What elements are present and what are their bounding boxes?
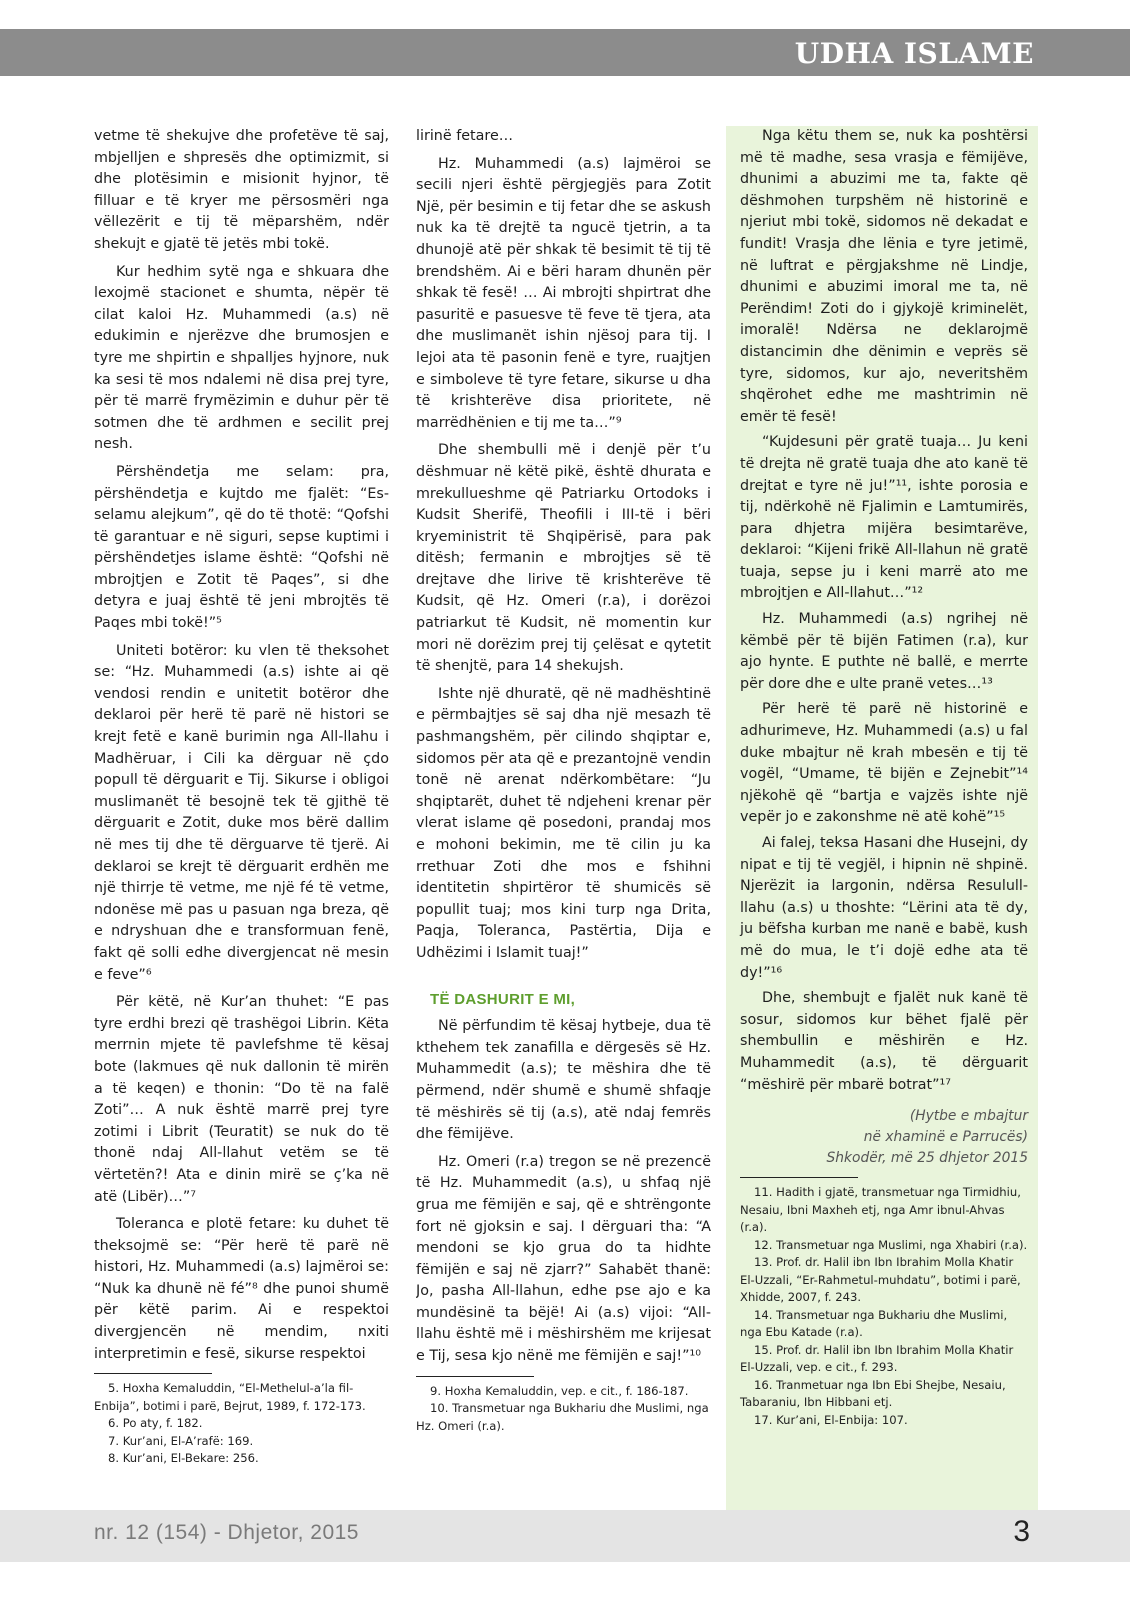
footnote: 7. Kur’ani, El-A’rafë: 169. [108, 1433, 254, 1448]
footnote-divider [740, 1177, 858, 1178]
paragraph: Hz. Omeri (r.a) tregon se në prezencë të Hz. Muhammedit (a.s), u shfaq një grua me fëmijën e saj, që e shtrëngonte fort në gjoksin e saj. I dërguari tha: “A mendoni se kjo grua do ta hidhte fëmijën e saj në zjarr?” Sahabët thanë: Jo, pasha All-llahun, edhe pse ajo e ka mundësinë ta bëjë! Ai (a.s) vijoi: “All-llahu është më i mëshirshëm me krijesat e Tij, sesa kjo nënë me fëmijën e saj!”¹⁰ [416, 1153, 711, 1365]
footnote: 11. Hadith i gjatë, transmetuar nga Tirmidhiu, Nesaiu, Ibni Maxheh etj, nga Amr ibnul-Ahvas (r.a). [740, 1185, 1021, 1235]
footnote-divider [416, 1376, 534, 1377]
column-3 [726, 126, 1038, 1514]
footnote: 9. Hoxha Kemaluddin, vep. e cit., f. 186-187. [430, 1383, 689, 1398]
section-heading: TË DASHURIT E MI, [430, 990, 576, 1008]
paragraph: Dhe, shembujt e fjalët nuk kanë të sosur, sidomos kur bëhet fjalë për shembullin e mëshirën e Hz. Muhammedit (a.s), të dërguarit “mëshirë për mbarë botrat”¹⁷ [740, 990, 1028, 1093]
footnote: 8. Kur’ani, El-Bekare: 256. [108, 1451, 259, 1466]
page-number: 3 [1013, 1515, 1030, 1548]
magazine-title: UDHA ISLAME [794, 37, 1034, 70]
paragraph: Në përfundim të kësaj hytbeje, dua të kthehem tek zanafilla e dërgesës së Hz. Muhammedit (a.s); te mëshira dhe të përmend, ndër shumë e shumë shfaqje të mëshirës së tij (a.s), atë ndaj femrës dhe fëmijëve. [416, 1018, 711, 1143]
footnotes [94, 1380, 389, 1468]
column-2 [416, 126, 711, 1514]
paragraph: Kur hedhim sytë nga e shkuara dhe lexojmë stacionet e shumta, nëpër të cilat kaloi Hz. Muhammedi (a.s) në edukimin e njerëzve dhe brumosjen e tyre me shpirtin e shpalljes hyjnore, nuk ka sesi të mos ndalemi në disa prej tyre, për të marrë frymëzimin e duhur për të sotmen dhe të ardhmen e secilit prej nesh. [94, 263, 389, 453]
footnote: 10. Transmetuar nga Bukhariu dhe Muslimi, nga Hz. Omeri (r.a). [416, 1401, 709, 1433]
footnote: 13. Prof. dr. Halil ibn Ibn Ibrahim Molla Khatir El-Uzzali, “Er-Rahmetul-muhdatu”, botimi i parë, Xhidde, 2007, f. 243. [740, 1255, 1021, 1305]
paragraph: Për këtë, në Kur’an thuhet: “E pas tyre erdhi brezi që trashëgoi Librin. Këta merrnin mjete të pavlefshme të kësaj bote (lakmues që nuk dallonin të mirën a të keqen) e thonin: “Do të na falë Zoti”… A nuk është marrë prej tyre zotimi i Librit (Teuratit) se nuk do të thonë ndaj All-llahut vetëm se të vërtetën?! Ata e dinin mirë se ç’ka në atë (Libër)…”⁷ [94, 994, 389, 1205]
footnotes [740, 1184, 1028, 1429]
footnote: 12. Transmetuar nga Muslimi, nga Xhabiri (r.a). [754, 1237, 1028, 1252]
paragraph: Hz. Muhammedi (a.s) ngrihej në këmbë për të bijën Fatimen (r.a), kur ajo hynte. E puthte në ballë, e merrte për dore dhe e ulte pranë vetes…¹³ [740, 611, 1028, 692]
paragraph: Toleranca e plotë fetare: ku duhet të theksojmë se: “Për herë të parë në histori, Hz. Muhammedi (a.s) lajmëroi se: “Nuk ka dhunë në fé”⁸ dhe punoi shumë për këtë parim. Ai e respektoi divergjencën në mendim, nxiti interpretimin e fesë, sikurse respektoi [94, 1216, 389, 1362]
footnote: 15. Prof. dr. Halil ibn Ibn Ibrahim Molla Khatir El-Uzzali, vep. e cit., f. 293. [740, 1342, 1014, 1375]
paragraph: Ishte një dhuratë, që në madhështinë e përmbajtjes së saj dha një mesazh të pashmangshëm, për cilindo shqiptar e, sidomos për ata që e prezantojnë vendin tonë në arenat ndërkombëtare: “Ju shqiptarët, duhet të ndjeheni krenar për vlerat islame që posedoni, prandaj mos e mohoni bekimin, me të cilin ju ka rrethuar Zoti dhe mos e fshihni identitetin shpirtëror të shumicës së popullit tuaj; mos kini turp nga Drita, Paqja, Toleranca, Pastërtia, Dija e Udhëzimi i Islamit tuaj!” [416, 685, 711, 961]
paragraph: vetme të shekujve dhe profetëve të saj, mbjelljen e shpresës dhe optimizmit, si dhe plotësimin e misionit hyjnor, të filluar e të kryer me përsosmëri nga vëllezërit e tij të mëparshëm, ndër shekujt e gjatë të jetës mbi tokë. [94, 128, 389, 252]
signature [740, 1106, 1028, 1169]
paragraph: Për herë të parë në historinë e adhurimeve, Hz. Muhammedi (a.s) u fal duke mbajtur në krah mbesën e tij të vogël, “Umame, të bijën e Zejnebit”¹⁴ njëkohë që “bartja e vajzës ishte një vepër jo e zakonshme në atë kohë”¹⁵ [740, 701, 1028, 826]
footnote: 16. Tranmetuar nga Ibn Ebi Shejbe, Nesaiu, Tabaraniu, Ibn Hibbani etj. [740, 1377, 1006, 1410]
paragraph: “Kujdesuni për gratë tuaja… Ju keni të drejta në gratë tuaja dhe ato kanë të drejtat e tyre në ju!”¹¹, ishte porosia e tij, ndërkohë në Fjalimin e Lamtumirës, para dhjetra mijëra besimtarëve, deklaroi: “Kijeni frikë All-llahun në gratë tuaja, sepse ju i keni marrë ato me mbrojtjen e All-llahut…”¹² [740, 434, 1028, 602]
footnote: 5. Hoxha Kemaluddin, “El-Methelul-a’la fil-Enbija”, botimi i parë, Bejrut, 1989, f. 172-173. [94, 1381, 366, 1413]
footnote: 17. Kur’ani, El-Enbija: 107. [754, 1412, 908, 1427]
paragraph: Ai falej, teksa Hasani dhe Husejni, dy nipat e tij të vegjël, i hipnin në shpinë. Njerëzit ia largonin, ndërsa Resulull-llahu (a.s) u thoshte: “Lërini ata të dy, ju bëfsha kurban me nanë e babë, kush më do mua, le t’i dojë edhe ata të dy!”¹⁶ [740, 835, 1028, 981]
paragraph: Përshëndetja me selam: pra, përshëndetja e kujtdo me fjalët: “Es-selamu alejkum”, që do të thotë: “Qofshi të garantuar e në siguri, sepse kuptimi i përshëndetjes islame është: “Qofshi në mbrojtjen e Zotit të Paqes”, si dhe detyra e juaj është të jeni mbrojtës të Paqes mbi tokë!”⁵ [94, 463, 389, 632]
paragraph: Hz. Muhammedi (a.s) lajmëroi se secili njeri është përgjegjës para Zotit Një, për besimin e tij fetar dhe se askush nuk ka të drejtë ta ngucë tjetrin, a ta dhunojë atë për shkak të besimit të tij të brendshëm. Ai e bëri haram dhunën për shkak të fesë! … Ai mbrojti shpirtrat dhe pasuritë e pasuesve të feve të tjera, ata dhe muslimanët ishin njësoj para tij. I lejoi ata të pasonin fenë e tyre, ruajtjen e simboleve të tyre fetare, sikurse u dha të krishterëve disa prioritete, në marrëdhënien e tij me ta…”⁹ [416, 155, 711, 431]
signature-line: (Hytbe e mbajtur [909, 1108, 1028, 1125]
footnote: 6. Po aty, f. 182. [108, 1416, 203, 1431]
footnote: 14. Transmetuar nga Bukhariu dhe Muslimi, nga Ebu Katade (r.a). [740, 1307, 1008, 1340]
footnotes [416, 1383, 711, 1436]
signature-line: Shkodër, më 25 dhjetor 2015 [826, 1150, 1028, 1167]
issue-label: nr. 12 (154) - Dhjetor, 2015 [94, 1521, 359, 1544]
footnote-divider [94, 1373, 212, 1374]
column-1 [94, 126, 389, 1514]
paragraph: Uniteti botëror: ku vlen të theksohet se: “Hz. Muhammedi (a.s) ishte ai që vendosi rendin e unitetit botëror dhe deklaroi për herë të parë në histori se krejt fetë e kanë burimin nga All-llahu i Madhëruar, i Cili ka dërguar në çdo popull të dërguarit e Tij. Sikurse i obligoi muslimanët të besojnë tek të gjithë të dërguarit e Zotit, duke mos bërë dallim në mes tij dhe të dërguarve të tjerë. Ai deklaroi se krejt të dërguarit erdhën me një thirrje të vetme, me një fé të vetme, ndonëse më pas u pasuan nga breza, që e ndryshuan dhe e transformuan fenë, fakt që solli edhe divergjencat në mesin e feve”⁶ [94, 642, 389, 983]
paragraph: lirinë fetare… [416, 128, 514, 144]
paragraph: Nga këtu them se, nuk ka poshtërsi më të madhe, sesa vrasja e fëmijëve, dhunimi a abuzimi me ta, fakte që dëshmohen turpshëm në historinë e njeriut mbi tokë, sidomos në dekadat e fundit! Vrasja dhe lënia e tyre jetimë, në luftrat e përgjakshme në Lindje, dhunimi e abuzimi imoral me ta, në Perëndim! Zoti do i gjykojë kriminelët, imoralë! Ndërsa ne deklarojmë distancimin dhe dënimin e veprës së tyre, sidomos, kur ajo, neveritshëm shqërohet edhe me mashtrimin në emër të fesë! [740, 128, 1028, 425]
signature-line: në xhaminë e Parrucës) [863, 1129, 1028, 1146]
paragraph: Dhe shembulli më i denjë për t’u dëshmuar në këtë pikë, është dhurata e mrekullueshme që Patriarku Ortodoks i Kudsit Sherifë, Theofili i III-të i bëri kryeministrit të Shqipërisë, para pak ditësh; fermanin e mbrojtjes së të drejtave dhe lirive të krishterëve të Kudsit, që Hz. Omeri (r.a), i dorëzoi patriarkut të Kudsit, në momentin kur mori në dorëzim prej tij çelësat e qytetit të shenjtë, para 14 shekujsh. [416, 442, 711, 675]
